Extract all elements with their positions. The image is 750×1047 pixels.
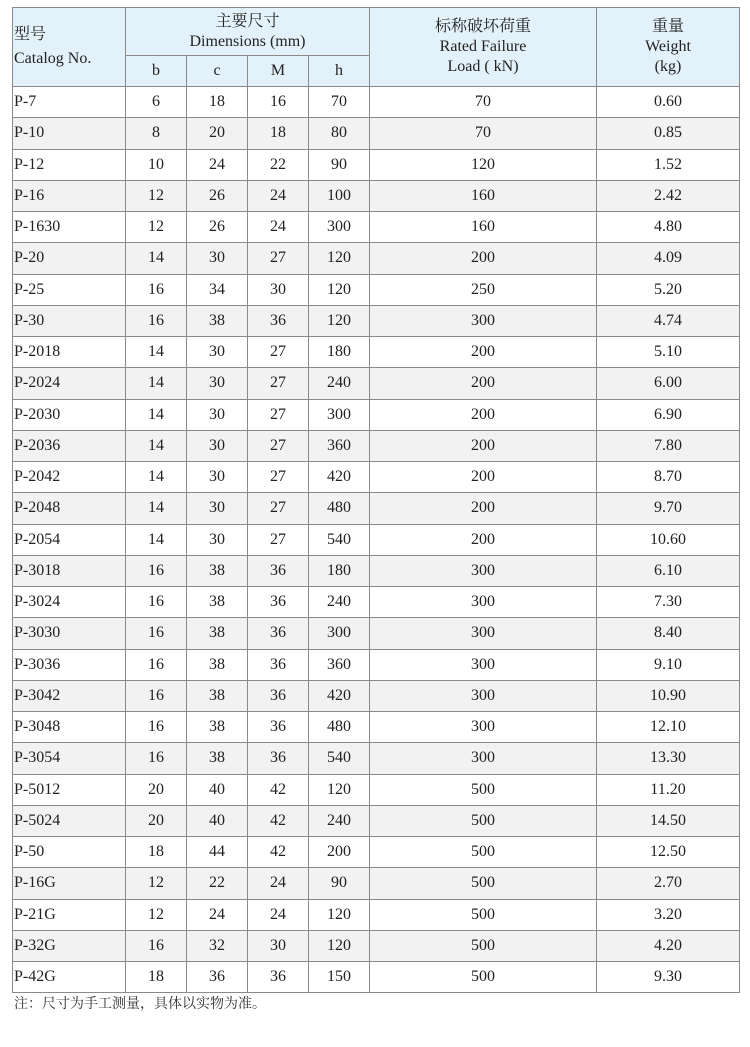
cell-rated-load: 500 (370, 868, 597, 899)
cell-catalog-no: P-10 (13, 118, 126, 149)
table-row (13, 805, 740, 836)
cell-catalog-no: P-3024 (13, 587, 126, 618)
cell-dim-h: 120 (309, 274, 370, 305)
cell-dim-h: 90 (309, 149, 370, 180)
cell-dim-c: 18 (187, 87, 248, 118)
cell-dim-m: 42 (248, 837, 309, 868)
cell-catalog-no: P-1630 (13, 212, 126, 243)
cell-dim-m: 36 (248, 587, 309, 618)
cell-dim-c: 24 (187, 149, 248, 180)
cell-dim-c: 38 (187, 618, 248, 649)
table-row (13, 899, 740, 930)
cell-catalog-no: P-3036 (13, 649, 126, 680)
cell-weight: 4.80 (597, 212, 740, 243)
cell-weight: 0.85 (597, 118, 740, 149)
cell-dim-m: 18 (248, 118, 309, 149)
cell-rated-load: 200 (370, 462, 597, 493)
header-catalog-en: Catalog No. (14, 50, 92, 67)
cell-rated-load: 300 (370, 712, 597, 743)
table-row (13, 618, 740, 649)
cell-dim-b: 14 (126, 430, 187, 461)
cell-rated-load: 300 (370, 618, 597, 649)
table-row (13, 118, 740, 149)
cell-weight: 4.74 (597, 305, 740, 336)
cell-dim-b: 14 (126, 462, 187, 493)
table-row (13, 555, 740, 586)
cell-dim-m: 42 (248, 805, 309, 836)
cell-dim-h: 480 (309, 712, 370, 743)
cell-dim-c: 30 (187, 368, 248, 399)
cell-catalog-no: P-3018 (13, 555, 126, 586)
cell-rated-load: 250 (370, 274, 597, 305)
cell-dim-b: 12 (126, 899, 187, 930)
cell-dim-h: 420 (309, 680, 370, 711)
cell-rated-load: 500 (370, 962, 597, 993)
header-load-zh: 标称破坏荷重 (434, 18, 531, 35)
cell-weight: 6.10 (597, 555, 740, 586)
cell-rated-load: 200 (370, 524, 597, 555)
cell-dim-c: 24 (187, 899, 248, 930)
cell-weight: 13.30 (597, 743, 740, 774)
cell-dim-m: 30 (248, 274, 309, 305)
cell-dim-m: 24 (248, 899, 309, 930)
table-row (13, 868, 740, 899)
cell-dim-c: 38 (187, 587, 248, 618)
cell-dim-b: 14 (126, 243, 187, 274)
cell-rated-load: 70 (370, 87, 597, 118)
cell-weight: 5.10 (597, 337, 740, 368)
cell-dim-m: 36 (248, 743, 309, 774)
cell-rated-load: 300 (370, 555, 597, 586)
cell-dim-h: 240 (309, 805, 370, 836)
cell-rated-load: 200 (370, 493, 597, 524)
table-row (13, 524, 740, 555)
cell-rated-load: 160 (370, 180, 597, 211)
cell-dim-c: 30 (187, 243, 248, 274)
cell-dim-m: 36 (248, 712, 309, 743)
cell-dim-m: 36 (248, 649, 309, 680)
cell-dim-c: 26 (187, 180, 248, 211)
cell-catalog-no: P-20 (13, 243, 126, 274)
cell-weight: 2.42 (597, 180, 740, 211)
table-header (13, 8, 740, 87)
cell-catalog-no: P-50 (13, 837, 126, 868)
table-row (13, 462, 740, 493)
cell-catalog-no: P-2042 (13, 462, 126, 493)
table-row (13, 680, 740, 711)
table-row (13, 430, 740, 461)
cell-rated-load: 500 (370, 899, 597, 930)
cell-weight: 7.30 (597, 587, 740, 618)
cell-catalog-no: P-5024 (13, 805, 126, 836)
cell-weight: 6.90 (597, 399, 740, 430)
cell-dim-b: 16 (126, 743, 187, 774)
cell-weight: 12.10 (597, 712, 740, 743)
cell-dim-b: 14 (126, 399, 187, 430)
cell-dim-h: 180 (309, 337, 370, 368)
table-row (13, 962, 740, 993)
cell-dim-b: 18 (126, 962, 187, 993)
cell-catalog-no: P-2024 (13, 368, 126, 399)
cell-dim-h: 240 (309, 368, 370, 399)
cell-dim-c: 30 (187, 337, 248, 368)
spec-table (12, 7, 740, 993)
cell-weight: 9.10 (597, 649, 740, 680)
cell-dim-m: 36 (248, 305, 309, 336)
cell-catalog-no: P-3048 (13, 712, 126, 743)
cell-rated-load: 500 (370, 805, 597, 836)
cell-dim-h: 120 (309, 305, 370, 336)
header-weight-zh: 重量 (651, 18, 684, 35)
header-catalog (13, 8, 126, 87)
cell-dim-m: 36 (248, 680, 309, 711)
cell-rated-load: 200 (370, 243, 597, 274)
cell-rated-load: 300 (370, 587, 597, 618)
header-dimensions-en: Dimensions (mm) (189, 32, 306, 50)
cell-dim-m: 27 (248, 368, 309, 399)
cell-catalog-no: P-16G (13, 868, 126, 899)
cell-dim-m: 36 (248, 962, 309, 993)
table-row (13, 149, 740, 180)
cell-dim-b: 16 (126, 587, 187, 618)
cell-dim-c: 38 (187, 743, 248, 774)
cell-dim-b: 14 (126, 493, 187, 524)
cell-dim-c: 30 (187, 399, 248, 430)
cell-catalog-no: P-25 (13, 274, 126, 305)
cell-catalog-no: P-2048 (13, 493, 126, 524)
cell-dim-b: 8 (126, 118, 187, 149)
cell-dim-b: 18 (126, 837, 187, 868)
cell-weight: 1.52 (597, 149, 740, 180)
cell-weight: 9.30 (597, 962, 740, 993)
cell-dim-m: 27 (248, 462, 309, 493)
cell-dim-c: 26 (187, 212, 248, 243)
cell-weight: 7.80 (597, 430, 740, 461)
spec-table-container (12, 7, 739, 993)
header-load-en2: Load ( kN) (447, 58, 519, 75)
cell-weight: 6.00 (597, 368, 740, 399)
cell-weight: 5.20 (597, 274, 740, 305)
cell-dim-h: 120 (309, 774, 370, 805)
cell-dim-b: 16 (126, 680, 187, 711)
table-row (13, 712, 740, 743)
cell-catalog-no: P-21G (13, 899, 126, 930)
cell-dim-h: 150 (309, 962, 370, 993)
cell-dim-b: 16 (126, 555, 187, 586)
cell-catalog-no: P-2036 (13, 430, 126, 461)
cell-dim-m: 36 (248, 555, 309, 586)
cell-rated-load: 200 (370, 430, 597, 461)
cell-rated-load: 300 (370, 305, 597, 336)
cell-dim-h: 90 (309, 868, 370, 899)
cell-dim-h: 180 (309, 555, 370, 586)
cell-dim-m: 42 (248, 774, 309, 805)
cell-weight: 9.70 (597, 493, 740, 524)
cell-rated-load: 200 (370, 399, 597, 430)
table-row (13, 337, 740, 368)
cell-dim-m: 22 (248, 149, 309, 180)
cell-dim-b: 14 (126, 524, 187, 555)
cell-dim-m: 27 (248, 399, 309, 430)
header-weight-unit: (kg) (654, 58, 682, 75)
cell-dim-c: 30 (187, 524, 248, 555)
cell-dim-h: 200 (309, 837, 370, 868)
cell-dim-b: 16 (126, 712, 187, 743)
table-row (13, 930, 740, 961)
table-row (13, 87, 740, 118)
cell-dim-m: 27 (248, 243, 309, 274)
header-sub-h: h (309, 56, 370, 87)
table-row (13, 212, 740, 243)
cell-dim-c: 22 (187, 868, 248, 899)
cell-dim-c: 44 (187, 837, 248, 868)
header-load-en1: Rated Failure (439, 38, 527, 55)
cell-weight: 8.40 (597, 618, 740, 649)
cell-dim-c: 36 (187, 962, 248, 993)
header-catalog-zh: 型号 (14, 26, 47, 43)
cell-dim-m: 30 (248, 930, 309, 961)
table-row (13, 368, 740, 399)
cell-rated-load: 120 (370, 149, 597, 180)
cell-catalog-no: P-42G (13, 962, 126, 993)
cell-dim-b: 16 (126, 274, 187, 305)
cell-dim-h: 70 (309, 87, 370, 118)
cell-weight: 0.60 (597, 87, 740, 118)
cell-rated-load: 300 (370, 649, 597, 680)
cell-rated-load: 70 (370, 118, 597, 149)
cell-dim-b: 14 (126, 368, 187, 399)
cell-weight: 11.20 (597, 774, 740, 805)
cell-dim-b: 20 (126, 805, 187, 836)
table-row (13, 493, 740, 524)
cell-dim-m: 24 (248, 180, 309, 211)
cell-weight: 14.50 (597, 805, 740, 836)
table-row (13, 243, 740, 274)
cell-dim-c: 38 (187, 555, 248, 586)
table-row (13, 649, 740, 680)
cell-weight: 10.60 (597, 524, 740, 555)
cell-dim-b: 14 (126, 337, 187, 368)
cell-catalog-no: P-5012 (13, 774, 126, 805)
cell-dim-b: 16 (126, 930, 187, 961)
cell-dim-c: 30 (187, 462, 248, 493)
cell-catalog-no: P-3030 (13, 618, 126, 649)
cell-dim-h: 100 (309, 180, 370, 211)
table-body (13, 87, 740, 993)
cell-catalog-no: P-2030 (13, 399, 126, 430)
cell-rated-load: 300 (370, 743, 597, 774)
cell-dim-b: 20 (126, 774, 187, 805)
cell-dim-c: 32 (187, 930, 248, 961)
cell-dim-c: 30 (187, 493, 248, 524)
cell-rated-load: 500 (370, 837, 597, 868)
cell-dim-h: 80 (309, 118, 370, 149)
cell-catalog-no: P-16 (13, 180, 126, 211)
cell-rated-load: 500 (370, 930, 597, 961)
cell-dim-b: 12 (126, 180, 187, 211)
cell-dim-c: 40 (187, 805, 248, 836)
cell-dim-h: 300 (309, 212, 370, 243)
cell-dim-h: 120 (309, 899, 370, 930)
cell-rated-load: 300 (370, 680, 597, 711)
table-row (13, 743, 740, 774)
table-row (13, 180, 740, 211)
cell-dim-m: 27 (248, 493, 309, 524)
header-dimensions (126, 8, 370, 56)
cell-dim-c: 34 (187, 274, 248, 305)
cell-dim-m: 16 (248, 87, 309, 118)
cell-dim-b: 16 (126, 618, 187, 649)
cell-weight: 10.90 (597, 680, 740, 711)
cell-weight: 3.20 (597, 899, 740, 930)
cell-catalog-no: P-32G (13, 930, 126, 961)
cell-rated-load: 160 (370, 212, 597, 243)
cell-dim-b: 12 (126, 212, 187, 243)
header-dimensions-zh: 主要尺寸 (215, 12, 280, 30)
cell-dim-c: 38 (187, 712, 248, 743)
cell-catalog-no: P-30 (13, 305, 126, 336)
cell-weight: 2.70 (597, 868, 740, 899)
cell-dim-h: 300 (309, 618, 370, 649)
cell-dim-m: 27 (248, 337, 309, 368)
cell-dim-h: 540 (309, 743, 370, 774)
cell-dim-b: 16 (126, 649, 187, 680)
cell-dim-c: 20 (187, 118, 248, 149)
cell-catalog-no: P-7 (13, 87, 126, 118)
cell-dim-h: 120 (309, 930, 370, 961)
cell-weight: 8.70 (597, 462, 740, 493)
cell-dim-h: 480 (309, 493, 370, 524)
table-row (13, 774, 740, 805)
cell-rated-load: 500 (370, 774, 597, 805)
cell-catalog-no: P-2018 (13, 337, 126, 368)
table-row (13, 399, 740, 430)
cell-catalog-no: P-12 (13, 149, 126, 180)
cell-dim-c: 38 (187, 649, 248, 680)
cell-dim-m: 36 (248, 618, 309, 649)
cell-dim-b: 12 (126, 868, 187, 899)
cell-dim-b: 16 (126, 305, 187, 336)
cell-weight: 12.50 (597, 837, 740, 868)
cell-dim-c: 40 (187, 774, 248, 805)
cell-dim-b: 6 (126, 87, 187, 118)
cell-dim-h: 240 (309, 587, 370, 618)
cell-catalog-no: P-3054 (13, 743, 126, 774)
cell-dim-c: 30 (187, 430, 248, 461)
header-sub-c: c (187, 56, 248, 87)
cell-dim-b: 10 (126, 149, 187, 180)
cell-dim-h: 420 (309, 462, 370, 493)
cell-dim-h: 300 (309, 399, 370, 430)
header-weight-en: Weight (645, 38, 691, 55)
cell-dim-c: 38 (187, 305, 248, 336)
cell-dim-m: 24 (248, 868, 309, 899)
cell-rated-load: 200 (370, 368, 597, 399)
cell-dim-h: 360 (309, 649, 370, 680)
cell-dim-h: 360 (309, 430, 370, 461)
table-row (13, 587, 740, 618)
cell-weight: 4.20 (597, 930, 740, 961)
cell-dim-m: 27 (248, 524, 309, 555)
cell-dim-h: 120 (309, 243, 370, 274)
header-sub-m: M (248, 56, 309, 87)
table-row (13, 305, 740, 336)
cell-dim-c: 38 (187, 680, 248, 711)
cell-catalog-no: P-3042 (13, 680, 126, 711)
table-row (13, 837, 740, 868)
cell-dim-h: 540 (309, 524, 370, 555)
cell-catalog-no: P-2054 (13, 524, 126, 555)
header-sub-b: b (126, 56, 187, 87)
cell-dim-m: 27 (248, 430, 309, 461)
cell-rated-load: 200 (370, 337, 597, 368)
cell-weight: 4.09 (597, 243, 740, 274)
header-load (370, 8, 597, 87)
header-weight (597, 8, 740, 87)
footnote: 注：尺寸为手工测量，具体以实物为准。 (14, 996, 266, 1012)
cell-dim-m: 24 (248, 212, 309, 243)
table-row (13, 274, 740, 305)
